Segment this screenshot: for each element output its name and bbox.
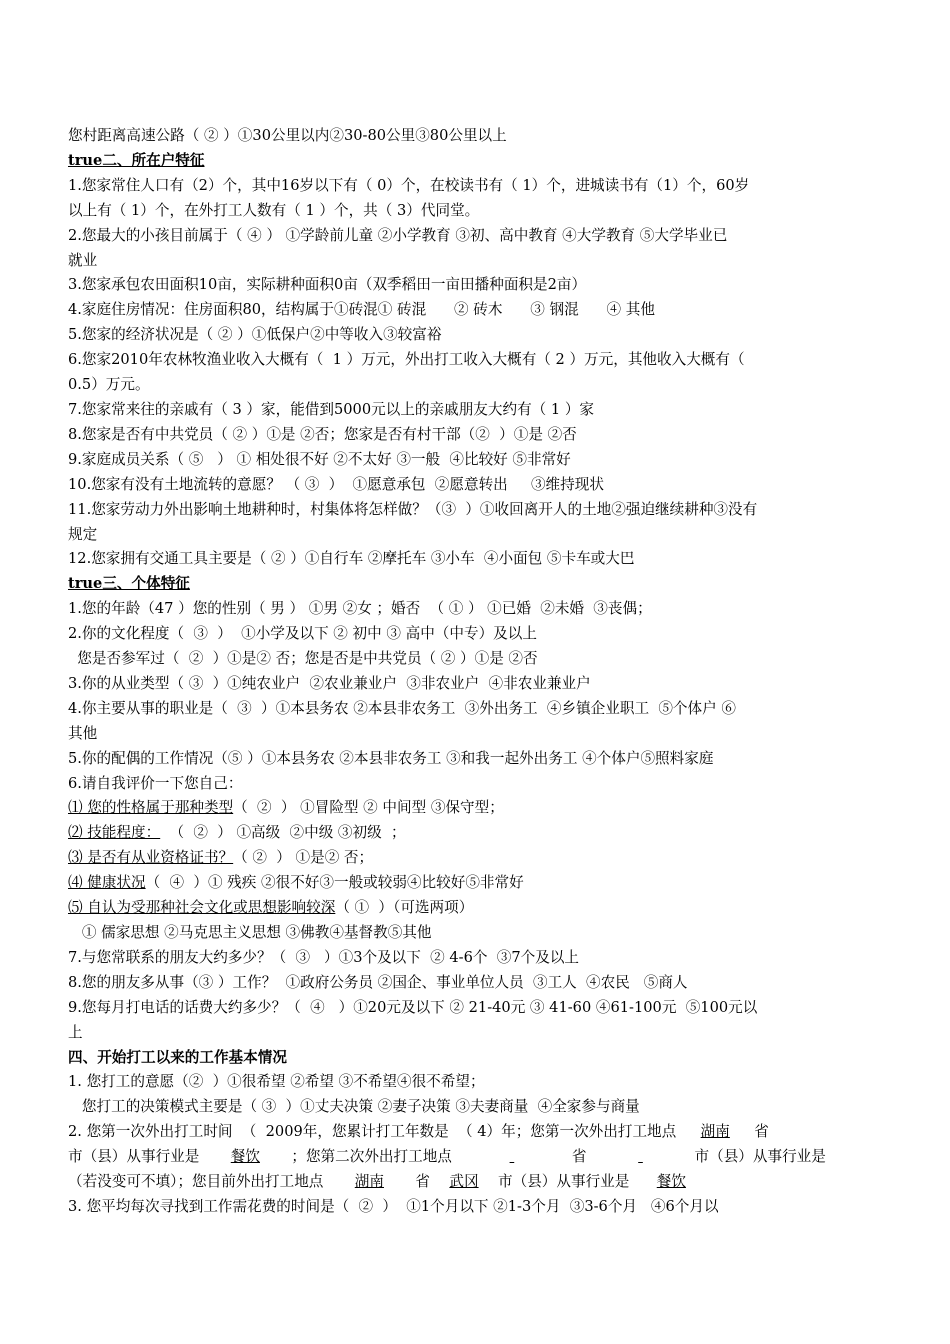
line-text: 二、所在户特征 <box>102 151 205 169</box>
underlined-question: ⑵ 技能程度： <box>68 824 161 842</box>
document-body <box>68 124 884 1220</box>
text-line <box>68 597 884 622</box>
text-line <box>68 672 884 697</box>
line-text: 其他 <box>68 724 98 742</box>
text-line <box>68 174 884 199</box>
text-line <box>68 796 884 821</box>
text-line <box>68 722 884 747</box>
line-text: 3.您家承包农田面积10亩，实际耕种面积0亩（双季稻田一亩田播种面积是2亩） <box>68 276 587 294</box>
line-text: 5.你的配偶的工作情况（⑤ ）①本县务农 ②本县非农务工 ③和我一起外出务工 ④个体户⑤照料家庭 <box>68 749 714 767</box>
line-text: 6.请自我评价一下您自己： <box>68 774 243 792</box>
text-segment: （若没变可不填）；您目前外出打工地点 <box>68 1173 324 1191</box>
text-line <box>68 547 884 572</box>
section-heading <box>68 1046 884 1071</box>
fill-in-blank <box>587 1145 695 1170</box>
line-text: 12.您家拥有交通工具主要是（ ② ）①自行车 ②摩托车 ③小车 ④小面包 ⑤卡车或大巴 <box>68 550 635 568</box>
text-line <box>68 1070 884 1095</box>
text-line <box>68 1095 884 1120</box>
text-segment: 省 <box>415 1173 430 1191</box>
line-text: 7.您家常来往的亲戚有（ 3 ）家，能借到5000元以上的亲戚朋友大约有（ 1 ）家 <box>68 400 595 418</box>
text-line <box>68 1021 884 1046</box>
text-line <box>68 946 884 971</box>
line-text: 5.您家的经济状况是（ ② ）①低保户②中等收入③较富裕 <box>68 326 442 344</box>
text-line <box>68 896 884 921</box>
line-text: 6.您家2010年农林牧渔业收入大概有（ 1 ）万元，外出打工收入大概有（ 2 ）万元，其他收入大概有（ <box>68 351 745 369</box>
text-line <box>68 473 884 498</box>
text-line <box>68 846 884 871</box>
line-text: （ ② ） ①高级 ②中级 ③初级 ； <box>160 824 406 842</box>
text-line <box>68 921 884 946</box>
text-line <box>68 348 884 373</box>
text-line <box>68 124 884 149</box>
line-text: 4.你主要从事的职业是（ ③ ）①本县务农 ②本县非农务工 ③外出务工 ④乡镇企业职工 ⑤个体户 ⑥ <box>68 699 736 717</box>
section-heading <box>68 572 884 597</box>
line-text: 上 <box>68 1023 83 1041</box>
line-text: 您是否参军过（ ② ）①是② 否；您是否是中共党员（ ② ）①是 ②否 <box>68 650 538 668</box>
line-text: 三、个体特征 <box>102 575 190 593</box>
text-line <box>68 224 884 249</box>
line-text: 您村距离高速公路（ ② ）①30公里以内②30-80公里③80公里以上 <box>68 127 507 144</box>
text-line <box>68 398 884 423</box>
text-line <box>68 971 884 996</box>
line-text: 2.您最大的小孩目前属于（ ④ ） ①学龄前儿童 ②小学教育 ③初、高中教育 ④大学教育 ⑤大学毕业已 <box>68 226 728 244</box>
underlined-question: ⑸ 自认为受那种社会文化或思想影响较深 <box>68 899 336 917</box>
text-line <box>68 821 884 846</box>
text-line <box>68 199 884 224</box>
fill-in-blank: 湖南 <box>354 1173 384 1191</box>
text-segment: 2. 您第一次外出打工时间 （ 2009年，您累计打工年数是 （ 4）年；您第一次外出打工地点 <box>68 1123 677 1141</box>
text-line <box>68 1195 884 1220</box>
text-segment: 市（县）从事行业是 <box>498 1173 630 1191</box>
fill-in-blank: 湖南 <box>700 1123 730 1141</box>
underlined-question: true <box>68 151 103 169</box>
text-line <box>68 622 884 647</box>
line-text: （ ① ）（可选两项） <box>335 899 474 917</box>
line-text: 9.您每月打电话的话费大约多少？（ ④ ）①20元及以下 ② 21-40元 ③ 41-60 ④61-100元 ⑤100元以 <box>68 998 758 1016</box>
text-line <box>68 498 884 523</box>
text-segment: 市（县）从事行业是 <box>68 1148 200 1166</box>
line-text: 您打工的决策模式主要是（ ③ ）①丈夫决策 ②妻子决策 ③夫妻商量 ④全家参与商量 <box>68 1098 640 1116</box>
text-line <box>68 697 884 722</box>
underlined-question: true <box>68 575 103 593</box>
text-line <box>68 373 884 398</box>
text-segment: ；您第二次外出打工地点 <box>291 1148 452 1166</box>
underlined-question: ⑴ 您的性格属于那种类型 <box>68 799 234 817</box>
underlined-question: ⑷ 健康状况 <box>68 874 146 892</box>
line-text: 9.家庭成员关系（ ⑤ ） ① 相处很不好 ②不太好 ③一般 ④比较好 ⑤非常好 <box>68 450 571 468</box>
line-text: ① 儒家思想 ②马克思主义思想 ③佛教④基督教⑤其他 <box>68 924 432 941</box>
text-line <box>68 1145 884 1170</box>
text-line <box>68 523 884 548</box>
text-line <box>68 647 884 672</box>
line-text: （ ④ ）① 残疾 ②很不好③一般或较弱④比较好⑤非常好 <box>145 874 524 892</box>
line-text: 四、开始打工以来的工作基本情况 <box>68 1048 287 1066</box>
line-text: 0.5）万元。 <box>68 376 150 394</box>
text-line <box>68 1120 884 1145</box>
line-text: 3.你的从业类型（ ③ ）①纯农业户 ②农业兼业户 ③非农业户 ④非农业兼业户 <box>68 674 591 692</box>
text-line <box>68 871 884 896</box>
fill-in-blank: 餐饮 <box>230 1148 260 1166</box>
line-text: 8.您家是否有中共党员（ ② ）①是 ②否；您家是否有村干部（② ）①是 ②否 <box>68 425 577 443</box>
line-text: 1. 您打工的意愿（② ）①很希望 ②希望 ③不希望④很不希望； <box>68 1073 485 1091</box>
line-text: 11.您家劳动力外出影响土地耕种时，村集体将怎样做？（③ ）①收回离开人的土地②强迫继续耕种③没有 <box>68 500 758 518</box>
text-line <box>68 747 884 772</box>
line-text: 以上有（ 1）个，在外打工人数有（ 1 ）个，共（ 3）代同堂。 <box>68 201 480 219</box>
fill-in-blank: 武冈 <box>449 1173 479 1191</box>
line-text: （ ② ） ①是② 否； <box>233 849 374 867</box>
line-text: 1.您的年龄（47 ）您的性别（ 男 ） ①男 ②女 ；婚否 （ ① ） ①已婚 ②未婚 ③丧偶； <box>68 600 652 618</box>
fill-in-blank <box>452 1145 572 1170</box>
line-text: 10.您家有没有土地流转的意愿？ （ ③ ） ①愿意承包 ②愿意转出 ③维持现状 <box>68 475 604 493</box>
text-segment: 省 <box>754 1123 769 1141</box>
text-line <box>68 249 884 274</box>
line-text: 2.你的文化程度（ ③ ） ①小学及以下 ② 初中 ③ 高中（中专）及以上 <box>68 625 537 643</box>
underlined-question: ⑶ 是否有从业资格证书？ <box>68 849 234 867</box>
text-line <box>68 772 884 797</box>
line-text: 8.您的朋友多从事（③ ）工作？ ①政府公务员 ②国企、事业单位人员 ③工人 ④农民 ⑤商人 <box>68 973 688 991</box>
section-heading <box>68 149 884 174</box>
line-text: 7.与您常联系的朋友大约多少？（ ③ ）①3个及以下 ② 4-6个 ③7个及以上 <box>68 948 580 966</box>
text-line <box>68 423 884 448</box>
text-line <box>68 323 884 348</box>
text-line <box>68 273 884 298</box>
line-text: 1.您家常住人口有（2）个，其中16岁以下有（ 0）个，在校读书有（ 1）个，进城读书有（1）个，60岁 <box>68 176 750 194</box>
text-segment: 市（县）从事行业是 <box>694 1148 826 1166</box>
line-text: 规定 <box>68 525 98 543</box>
text-segment: 省 <box>571 1148 587 1166</box>
text-line <box>68 298 884 323</box>
line-text: （ ② ） ①冒险型 ② 中间型 ③保守型； <box>233 799 504 817</box>
line-text: 3. 您平均每次寻找到工作需花费的时间是（ ② ） ①1个月以下 ②1-3个月 ③3-6个月 ④6个月以 <box>68 1197 719 1215</box>
line-text: 就业 <box>68 251 98 269</box>
text-line <box>68 448 884 473</box>
text-line <box>68 1170 884 1195</box>
text-line <box>68 996 884 1021</box>
fill-in-blank: 餐饮 <box>656 1173 686 1191</box>
line-text: 4.家庭住房情况：住房面积80，结构属于①砖混① 砖混 ② 砖木 ③ 钢混 ④ 其他 <box>68 301 655 319</box>
